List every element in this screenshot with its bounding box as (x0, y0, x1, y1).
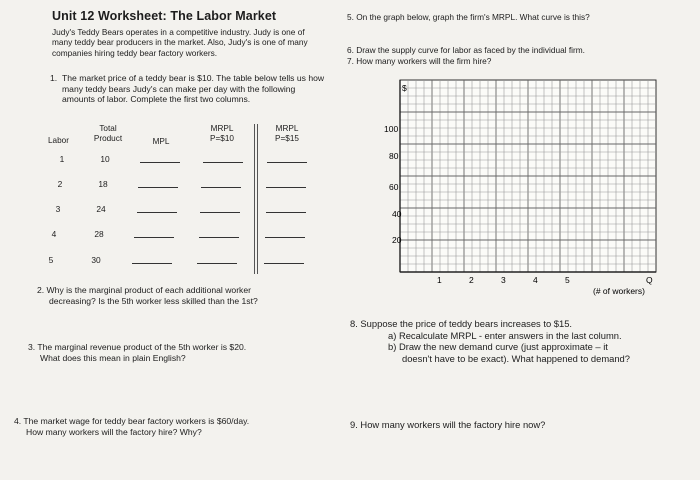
table-cell-total: 10 (100, 154, 110, 164)
mrpl10-answer-blank[interactable] (200, 212, 240, 213)
mrpl15-answer-blank[interactable] (264, 263, 304, 264)
graph-x-tick: 4 (533, 275, 538, 285)
mrpl10-answer-blank[interactable] (197, 263, 237, 264)
table-cell-labor: 1 (59, 154, 65, 164)
graph-x-axis-label: (# of workers) (593, 286, 645, 296)
header-mpl: MPL (152, 137, 170, 146)
mrpl10-answer-blank[interactable] (199, 237, 239, 238)
mpl-answer-blank[interactable] (137, 212, 177, 213)
mrpl10-answer-blank[interactable] (203, 162, 243, 163)
question-3-line2: What does this mean in plain English? (40, 352, 186, 363)
graph-y-tick: 80 (389, 151, 399, 161)
question-8b-line2: doesn't have to be exact). What happened to demand? (402, 352, 630, 364)
question-1 (50, 73, 325, 105)
question-8a: a) Recalculate MRPL - enter answers in the last column. (388, 329, 622, 341)
table-cell-labor: 5 (48, 255, 54, 265)
question-2-line1: 2. Why is the marginal product of each additional worker (37, 285, 251, 295)
table-cell-labor: 3 (55, 204, 61, 214)
question-7: 7. How many workers will the firm hire? (347, 56, 492, 66)
question-6: 6. Draw the supply curve for labor as faced by the individual firm. (347, 45, 585, 55)
worksheet-title: Unit 12 Worksheet: The Labor Market (52, 9, 277, 23)
table-cell-labor: 4 (51, 229, 57, 239)
graph-y-axis-label: $ (402, 83, 407, 93)
graph-y-tick: 40 (392, 209, 402, 219)
question-2 (37, 285, 327, 306)
mrpl10-answer-blank[interactable] (201, 187, 241, 188)
mrpl15-answer-blank[interactable] (267, 162, 307, 163)
question-1-number: 1. (50, 73, 58, 83)
question-4 (14, 416, 314, 437)
table-cell-labor: 2 (57, 179, 63, 189)
mpl-answer-blank[interactable] (132, 263, 172, 264)
mrpl15-answer-blank[interactable] (265, 237, 305, 238)
question-3-line1: 3. The marginal revenue product of the 5th worker is $20. (28, 342, 247, 352)
header-total-product (88, 124, 128, 144)
graph-x-axis-letter: Q (646, 275, 653, 285)
graph-x-tick: 5 (565, 275, 570, 285)
header-mrpl-10 (202, 124, 242, 144)
question-4-line1: 4. The market wage for teddy bear factory workers is $60/day. (14, 416, 250, 426)
table-cell-total: 28 (94, 229, 104, 239)
question-8 (350, 318, 695, 364)
graph-y-tick: 60 (389, 182, 399, 192)
question-4-line2: How many workers will the factory hire? Why? (26, 426, 202, 437)
mpl-answer-blank[interactable] (138, 187, 178, 188)
header-total-line1: Total (99, 124, 117, 133)
mrpl15-answer-blank[interactable] (266, 212, 306, 213)
column-divider (257, 124, 258, 274)
mrpl15-answer-blank[interactable] (266, 187, 306, 188)
header-mrpl-10-line2: P=$10 (210, 134, 234, 143)
question-9: 9. How many workers will the factory hire now? (350, 419, 546, 430)
question-1-text: The market price of a teddy bear is $10. The table below tells us how many teddy bears Judy's can make per day with the following amounts of labor. Complete the first two columns. (62, 73, 325, 105)
graph-x-tick: 3 (501, 275, 506, 285)
graph-y-tick: 20 (392, 235, 402, 245)
table-cell-total: 30 (91, 255, 101, 265)
column-divider (254, 124, 255, 274)
header-mrpl-10-line1: MRPL (210, 124, 234, 133)
question-8-line1: 8. Suppose the price of teddy bears increases to $15. (350, 318, 573, 329)
graph-x-tick: 2 (469, 275, 474, 285)
blank-graph-grid[interactable] (380, 75, 665, 300)
graph-y-tick: 100 (384, 124, 399, 134)
intro-paragraph: Judy's Teddy Bears operates in a competitive industry. Judy is one of many teddy bear producers in the market. Also, Judy's is one of many companies hiring teddy bear factory workers. (52, 27, 308, 58)
graph-x-tick: 1 (437, 275, 442, 285)
question-5: 5. On the graph below, graph the firm's MRPL. What curve is this? (347, 12, 590, 22)
table-cell-total: 18 (98, 179, 108, 189)
question-8b: b) Draw the new demand curve (just approximate – it (388, 341, 608, 352)
question-2-line2: decreasing? Is the 5th worker less skilled than the 1st? (49, 295, 258, 306)
mpl-answer-blank[interactable] (134, 237, 174, 238)
mpl-answer-blank[interactable] (140, 162, 180, 163)
header-total-line2: Product (93, 134, 123, 143)
question-3 (28, 342, 318, 363)
header-mrpl-15 (267, 124, 307, 144)
header-mrpl-15-line1: MRPL (275, 124, 299, 133)
header-labor: Labor (48, 136, 69, 145)
header-mrpl-15-line2: P=$15 (275, 134, 299, 143)
table-cell-total: 24 (96, 204, 106, 214)
